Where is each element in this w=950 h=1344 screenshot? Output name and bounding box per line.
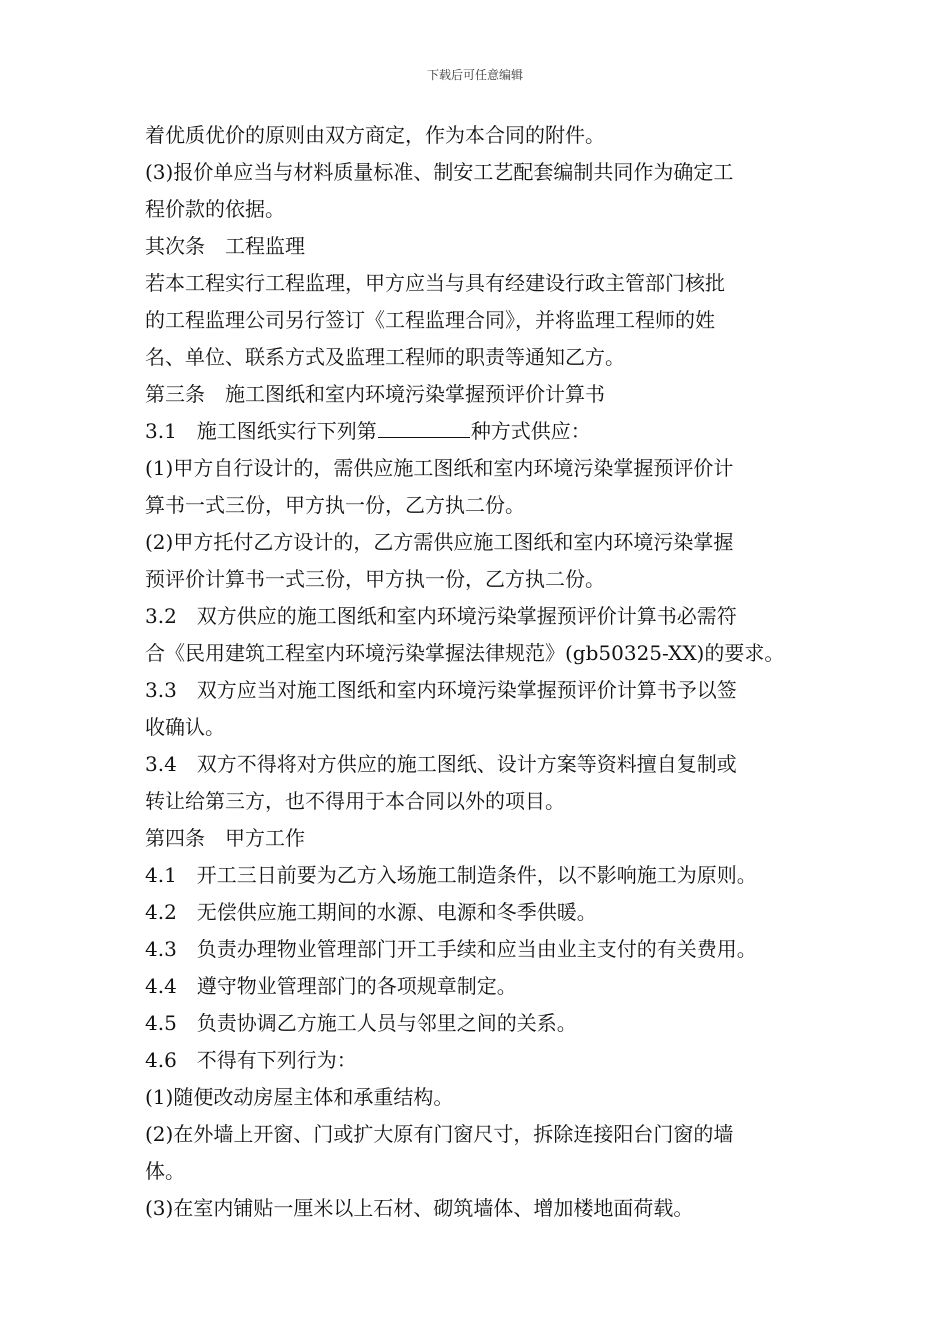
fill-in-blank xyxy=(378,419,470,438)
text-line: 3.4 双方不得将对方供应的施工图纸、设计方案等资料擅自复制或 xyxy=(145,752,737,776)
section-heading: 第四条 甲方工作 xyxy=(145,826,305,850)
text-line: (1)甲方自行设计的，需供应施工图纸和室内环境污染掌握预评价计 xyxy=(145,456,734,480)
text-line: 3.3 双方应当对施工图纸和室内环境污染掌握预评价计算书予以签 xyxy=(145,678,737,702)
text-line: 体。 xyxy=(145,1159,185,1183)
text-line: 的工程监理公司另行签订《工程监理合同》，并将监理工程师的姓 xyxy=(145,308,715,332)
text-line: 收确认。 xyxy=(145,715,225,739)
page-header: 下载后可任意编辑 xyxy=(426,68,523,82)
text-line: 3.2 双方供应的施工图纸和室内环境污染掌握预评价计算书必需符 xyxy=(145,604,737,628)
section-heading: 其次条 工程监理 xyxy=(145,234,305,258)
text-line: (2)甲方托付乙方设计的，乙方需供应施工图纸和室内环境污染掌握 xyxy=(145,530,734,554)
text-line: 4.1 开工三日前要为乙方入场施工制造条件，以不影响施工为原则。 xyxy=(145,863,757,887)
text-line: 名、单位、联系方式及监理工程师的职责等通知乙方。 xyxy=(145,345,625,369)
text-line: 程价款的依据。 xyxy=(145,197,285,221)
text-line: (2)在外墙上开窗、门或扩大原有门窗尺寸，拆除连接阳台门窗的墙 xyxy=(145,1122,734,1146)
text-segment: 3.1 施工图纸实行下列第 xyxy=(145,419,377,443)
text-line: 4.4 遵守物业管理部门的各项规章制定。 xyxy=(145,974,517,998)
text-line: 若本工程实行工程监理，甲方应当与具有经建设行政主管部门核批 xyxy=(145,271,725,295)
text-line: 4.5 负责协调乙方施工人员与邻里之间的关系。 xyxy=(145,1011,577,1035)
text-line: 算书一式三份，甲方执一份，乙方执二份。 xyxy=(145,493,525,517)
text-line: 4.3 负责办理物业管理部门开工手续和应当由业主支付的有关费用。 xyxy=(145,937,757,961)
text-line: 着优质优价的原则由双方商定，作为本合同的附件。 xyxy=(145,123,605,147)
text-line: 转让给第三方，也不得用于本合同以外的项目。 xyxy=(145,789,565,813)
text-line: (3)报价单应当与材料质量标准、制安工艺配套编制共同作为确定工 xyxy=(145,160,734,184)
text-line: 4.6 不得有下列行为： xyxy=(145,1048,357,1072)
section-heading: 第三条 施工图纸和室内环境污染掌握预评价计算书 xyxy=(145,382,605,406)
text-line: (1)随便改动房屋主体和承重结构。 xyxy=(145,1085,454,1109)
text-line-with-blank xyxy=(145,418,591,444)
text-line: 4.2 无偿供应施工期间的水源、电源和冬季供暖。 xyxy=(145,900,597,924)
text-line: 合《民用建筑工程室内环境污染掌握法律规范》(gb50325-XX)的要求。 xyxy=(145,641,785,665)
text-line: (3)在室内铺贴一厘米以上石材、砌筑墙体、增加楼地面荷载。 xyxy=(145,1196,694,1220)
text-line: 预评价计算书一式三份，甲方执一份，乙方执二份。 xyxy=(145,567,605,591)
text-segment: 种方式供应： xyxy=(470,419,591,443)
